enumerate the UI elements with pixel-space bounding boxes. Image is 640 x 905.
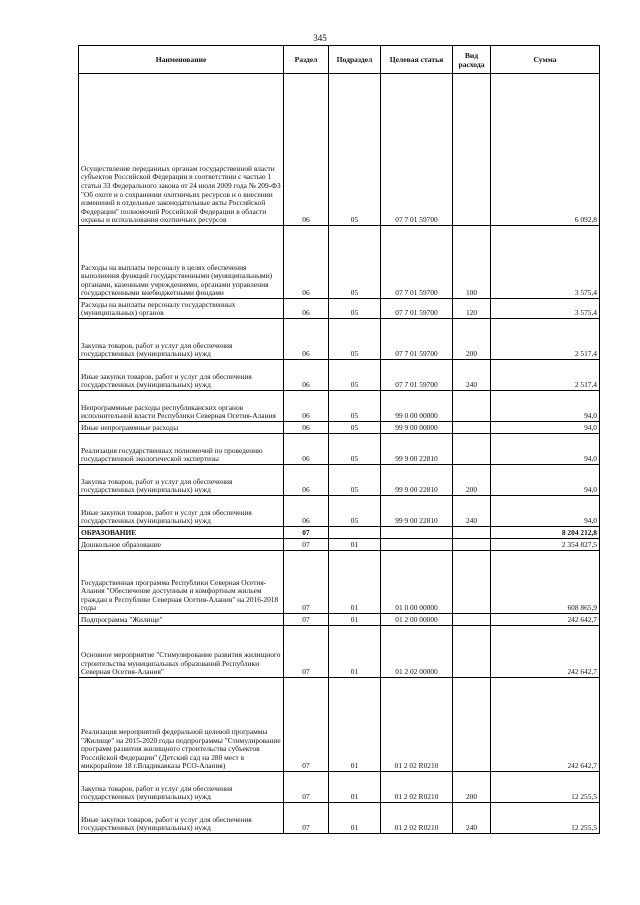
row-section-cell: 06 <box>284 299 329 319</box>
table-row <box>79 539 600 551</box>
row-expense-cell: 200 <box>453 772 491 803</box>
row-amount-cell: 8 204 212,8 <box>491 527 600 539</box>
row-name-cell: Закупка товаров, работ и услуг для обеспечения государственных (муниципальных) нужд <box>79 319 284 360</box>
table-header-row <box>79 46 600 74</box>
row-amount-cell: 6 092,8 <box>491 74 600 226</box>
row-subsection-cell: 05 <box>329 434 381 465</box>
row-subsection-cell: 05 <box>329 299 381 319</box>
row-name-cell: Основное мероприятие "Стимулирование развития жилищного строительства муниципальных образований Республики Северная Осетия-Алания" <box>79 626 284 678</box>
row-article-cell <box>381 527 453 539</box>
row-expense-cell <box>453 551 491 614</box>
table-row <box>79 422 600 434</box>
row-amount-cell: 94,0 <box>491 434 600 465</box>
row-article-cell: 07 7 01 59700 <box>381 360 453 391</box>
header-target-article: Целевая статья <box>381 46 453 74</box>
row-article-cell: 01 2 02 R0210 <box>381 678 453 772</box>
row-name-cell: Закупка товаров, работ и услуг для обеспечения государственных (муниципальных) нужд <box>79 772 284 803</box>
row-amount-cell: 12 255,5 <box>491 772 600 803</box>
row-subsection-cell: 05 <box>329 465 381 496</box>
row-section-cell: 06 <box>284 360 329 391</box>
table-row <box>79 319 600 360</box>
row-section-cell: 07 <box>284 678 329 772</box>
table-row <box>79 527 600 539</box>
row-amount-cell: 3 575,4 <box>491 226 600 299</box>
row-name-cell: ОБРАЗОВАНИЕ <box>79 527 284 539</box>
row-expense-cell <box>453 626 491 678</box>
row-name-cell: Осуществление переданных органам государственной власти субъектов Российской Федерации в соответствии с частью 1 статьи 33 Федерального закона от 24 июля 2009 года № 209-ФЗ "Об охоте и о сохранении охотничьих ресурсов и о внесении изменений в отдельные законодательные акты Российской Федерации" полномочий Российской Федерации в области охраны и использования охотничьих ресурсов <box>79 74 284 226</box>
row-subsection-cell: 05 <box>329 319 381 360</box>
header-name: Наименование <box>79 46 284 74</box>
budget-table <box>78 45 600 834</box>
header-section: Раздел <box>284 46 329 74</box>
table-row <box>79 551 600 614</box>
row-amount-cell: 12 255,5 <box>491 803 600 834</box>
row-subsection-cell: 01 <box>329 614 381 626</box>
row-article-cell: 01 2 02 R0210 <box>381 803 453 834</box>
row-amount-cell: 2 517,4 <box>491 360 600 391</box>
row-section-cell: 07 <box>284 626 329 678</box>
table-row <box>79 772 600 803</box>
row-section-cell: 06 <box>284 319 329 360</box>
row-amount-cell: 242 642,7 <box>491 678 600 772</box>
row-article-cell: 01 2 00 00000 <box>381 614 453 626</box>
table-row <box>79 803 600 834</box>
row-subsection-cell: 01 <box>329 539 381 551</box>
row-article-cell: 99 9 00 22810 <box>381 496 453 527</box>
row-article-cell: 07 7 01 59700 <box>381 226 453 299</box>
table-row <box>79 626 600 678</box>
row-article-cell: 07 7 01 59700 <box>381 299 453 319</box>
row-subsection-cell: 05 <box>329 74 381 226</box>
row-subsection-cell <box>329 527 381 539</box>
row-section-cell: 06 <box>284 434 329 465</box>
row-amount-cell: 3 575,4 <box>491 299 600 319</box>
row-subsection-cell: 05 <box>329 391 381 422</box>
table-row <box>79 614 600 626</box>
row-subsection-cell: 05 <box>329 226 381 299</box>
header-amount: Сумма <box>491 46 600 74</box>
row-expense-cell: 240 <box>453 360 491 391</box>
row-name-cell: Иные непрограммные расходы <box>79 422 284 434</box>
row-subsection-cell: 01 <box>329 772 381 803</box>
row-expense-cell: 120 <box>453 299 491 319</box>
row-subsection-cell: 01 <box>329 678 381 772</box>
row-section-cell: 06 <box>284 496 329 527</box>
row-amount-cell: 94,0 <box>491 465 600 496</box>
table-row <box>79 74 600 226</box>
row-amount-cell: 94,0 <box>491 391 600 422</box>
row-amount-cell: 2 517,4 <box>491 319 600 360</box>
row-name-cell: Дошкольное образование <box>79 539 284 551</box>
row-expense-cell <box>453 434 491 465</box>
row-amount-cell: 608 865,9 <box>491 551 600 614</box>
row-subsection-cell: 01 <box>329 626 381 678</box>
row-subsection-cell: 05 <box>329 360 381 391</box>
row-amount-cell: 2 354 827,5 <box>491 539 600 551</box>
row-subsection-cell: 01 <box>329 551 381 614</box>
row-subsection-cell: 05 <box>329 422 381 434</box>
row-section-cell: 07 <box>284 539 329 551</box>
row-expense-cell <box>453 539 491 551</box>
row-section-cell: 07 <box>284 614 329 626</box>
page-number: 345 <box>313 33 327 43</box>
row-expense-cell <box>453 74 491 226</box>
row-article-cell: 99 9 00 22810 <box>381 434 453 465</box>
row-amount-cell: 94,0 <box>491 422 600 434</box>
row-expense-cell <box>453 678 491 772</box>
header-subsection: Подраздел <box>329 46 381 74</box>
table-row <box>79 678 600 772</box>
row-name-cell: Иные закупки товаров, работ и услуг для обеспечения государственных (муниципальных) нужд <box>79 360 284 391</box>
row-expense-cell <box>453 614 491 626</box>
row-subsection-cell: 01 <box>329 803 381 834</box>
row-article-cell <box>381 539 453 551</box>
row-section-cell: 07 <box>284 551 329 614</box>
row-expense-cell: 240 <box>453 803 491 834</box>
row-amount-cell: 242 642,7 <box>491 614 600 626</box>
row-name-cell: Подпрограмма "Жилище" <box>79 614 284 626</box>
row-expense-cell <box>453 527 491 539</box>
row-article-cell: 99 0 00 00000 <box>381 391 453 422</box>
row-amount-cell: 94,0 <box>491 496 600 527</box>
row-name-cell: Реализация государственных полномочий по проведению государственной экологической экспертизы <box>79 434 284 465</box>
row-section-cell: 07 <box>284 803 329 834</box>
row-section-cell: 06 <box>284 74 329 226</box>
row-name-cell: Непрограммные расходы республиканских органов исполнительной власти Республики Северная Осетия-Алания <box>79 391 284 422</box>
row-name-cell: Расходы на выплаты персоналу государственных (муниципальных) органов <box>79 299 284 319</box>
row-expense-cell <box>453 422 491 434</box>
row-name-cell: Реализация мероприятий федеральной целевой программы "Жилище" на 2015-2020 годы подпрограммы "Стимулирование программ развития жилищного строительства субъектов Российской Федерации" (Детский сад на 280 мест в микрорайоне 18 г.Владикавказа РСО-Алания) <box>79 678 284 772</box>
row-amount-cell: 242 642,7 <box>491 626 600 678</box>
row-expense-cell <box>453 391 491 422</box>
table-row <box>79 434 600 465</box>
row-section-cell: 06 <box>284 422 329 434</box>
table-row <box>79 496 600 527</box>
row-article-cell: 01 2 02 R0210 <box>381 772 453 803</box>
row-article-cell: 07 7 01 59700 <box>381 319 453 360</box>
row-article-cell: 01 2 02 00000 <box>381 626 453 678</box>
table-row <box>79 465 600 496</box>
row-section-cell: 07 <box>284 772 329 803</box>
table-row <box>79 360 600 391</box>
row-expense-cell: 200 <box>453 319 491 360</box>
header-expense-type: Вид расхода <box>453 46 491 74</box>
row-section-cell: 07 <box>284 527 329 539</box>
row-name-cell: Государственная программа Республики Северная Осетия-Алания "Обеспечение доступным и комфортным жильем граждан в Республике Северная Осетия-Алания" на 2016-2018 годы <box>79 551 284 614</box>
row-name-cell: Иные закупки товаров, работ и услуг для обеспечения государственных (муниципальных) нужд <box>79 803 284 834</box>
row-section-cell: 06 <box>284 226 329 299</box>
table-row <box>79 226 600 299</box>
row-article-cell: 07 7 01 59700 <box>381 74 453 226</box>
table-row <box>79 391 600 422</box>
row-section-cell: 06 <box>284 465 329 496</box>
row-name-cell: Иные закупки товаров, работ и услуг для обеспечения государственных (муниципальных) нужд <box>79 496 284 527</box>
row-name-cell: Расходы на выплаты персоналу в целях обеспечения выполнения функций государственными (муниципальными) органами, казенными учреждениями, органами управления государственными внебюджетными фондами <box>79 226 284 299</box>
row-article-cell: 99 9 00 00000 <box>381 422 453 434</box>
row-expense-cell: 100 <box>453 226 491 299</box>
table-row <box>79 299 600 319</box>
row-section-cell: 06 <box>284 391 329 422</box>
row-expense-cell: 240 <box>453 496 491 527</box>
row-expense-cell: 200 <box>453 465 491 496</box>
row-name-cell: Закупка товаров, работ и услуг для обеспечения государственных (муниципальных) нужд <box>79 465 284 496</box>
row-article-cell: 01 0 00 00000 <box>381 551 453 614</box>
row-subsection-cell: 05 <box>329 496 381 527</box>
row-article-cell: 99 9 00 22810 <box>381 465 453 496</box>
